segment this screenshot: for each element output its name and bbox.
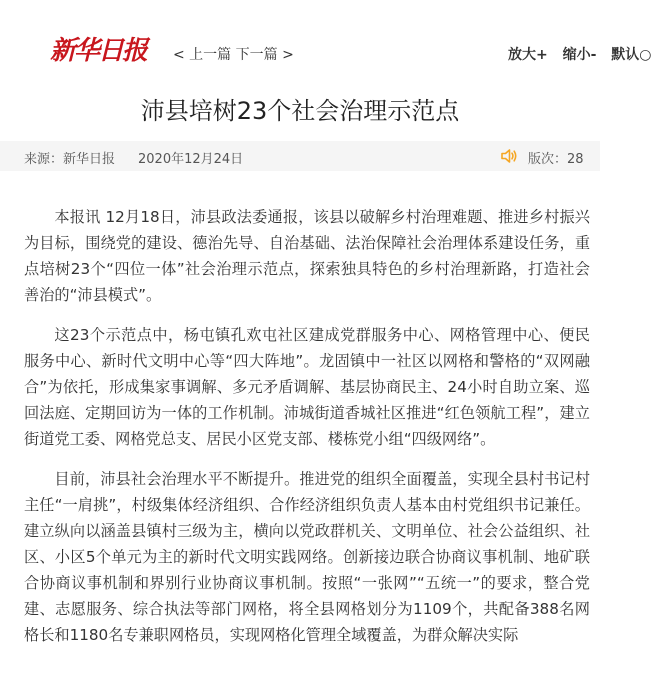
prev-article-link[interactable]: < 上一篇 [173, 47, 232, 63]
article-date: 2020年12月24日 [138, 152, 244, 167]
font-size-controls [508, 46, 662, 64]
article-source: 来源：新华日报 [24, 152, 116, 167]
article-paragraph: 这23个示范点中，杨屯镇孔欢屯社区建成党群服务中心、网格管理中心、便民服务中心、新时代文明中心等“四大阵地”。龙固镇中一社区以网格和警格的“双网融合”为依托，形成集家事调解、多元矛盾调解、基层协商民主、24小时自助立案、巡回法庭、定期回访为一体的工作机制。沛城街道香城社区推进“红色领航工程”，建立街道党工委、网格党总支、居民小区党支部、楼栋党小组“四级网络”。 [24, 326, 590, 448]
article-paragraph: 本报讯 12月18日，沛县政法委通报，该县以破解乡村治理难题、推进乡村振兴为目标，围绕党的建设、德治先导、自治基础、法治保障社会治理体系建设任务，重点培树23个“四位一体”社会治理示范点，探索独具特色的乡村治理新路，打造社会善治的“沛县模式”。 [24, 208, 590, 304]
article-meta-bar [0, 141, 600, 171]
article-body [24, 204, 590, 662]
next-article-link[interactable]: 下一篇 > [235, 47, 294, 63]
default-size-button[interactable]: 默认○ [611, 47, 652, 63]
article-title: 沛县培树23个社会治理示范点 [140, 97, 460, 125]
article-edition: 版次：28 [528, 152, 584, 167]
newspaper-logo[interactable]: 新华日报 [50, 36, 147, 66]
zoom-out-button[interactable]: 缩小- [562, 47, 597, 63]
article-pager [173, 46, 294, 64]
zoom-in-button[interactable]: 放大+ [508, 47, 548, 63]
speaker-icon[interactable] [500, 147, 518, 165]
top-bar [0, 0, 652, 90]
article-paragraph: 目前，沛县社会治理水平不断提升。推进党的组织全面覆盖，实现全县村书记村主任“一肩挑”，村级集体经济组织、合作经济组织负责人基本由村党组织书记兼任。建立纵向以涵盖县镇村三级为主，横向以党政群机关、文明单位、社会公益组织、社区、小区5个单元为主的新时代文明实践网络。创新接边联合协商议事机制、地矿联合协商议事机制和界别行业协商议事机制。按照“一张网”“五统一”的要求，整合党建、志愿服务、综合执法等部门网格，将全县网格划分为1109个，共配备388名网格长和1180名专兼职网格员，实现网格化管理全域覆盖，为群众解决实际 [24, 470, 590, 644]
